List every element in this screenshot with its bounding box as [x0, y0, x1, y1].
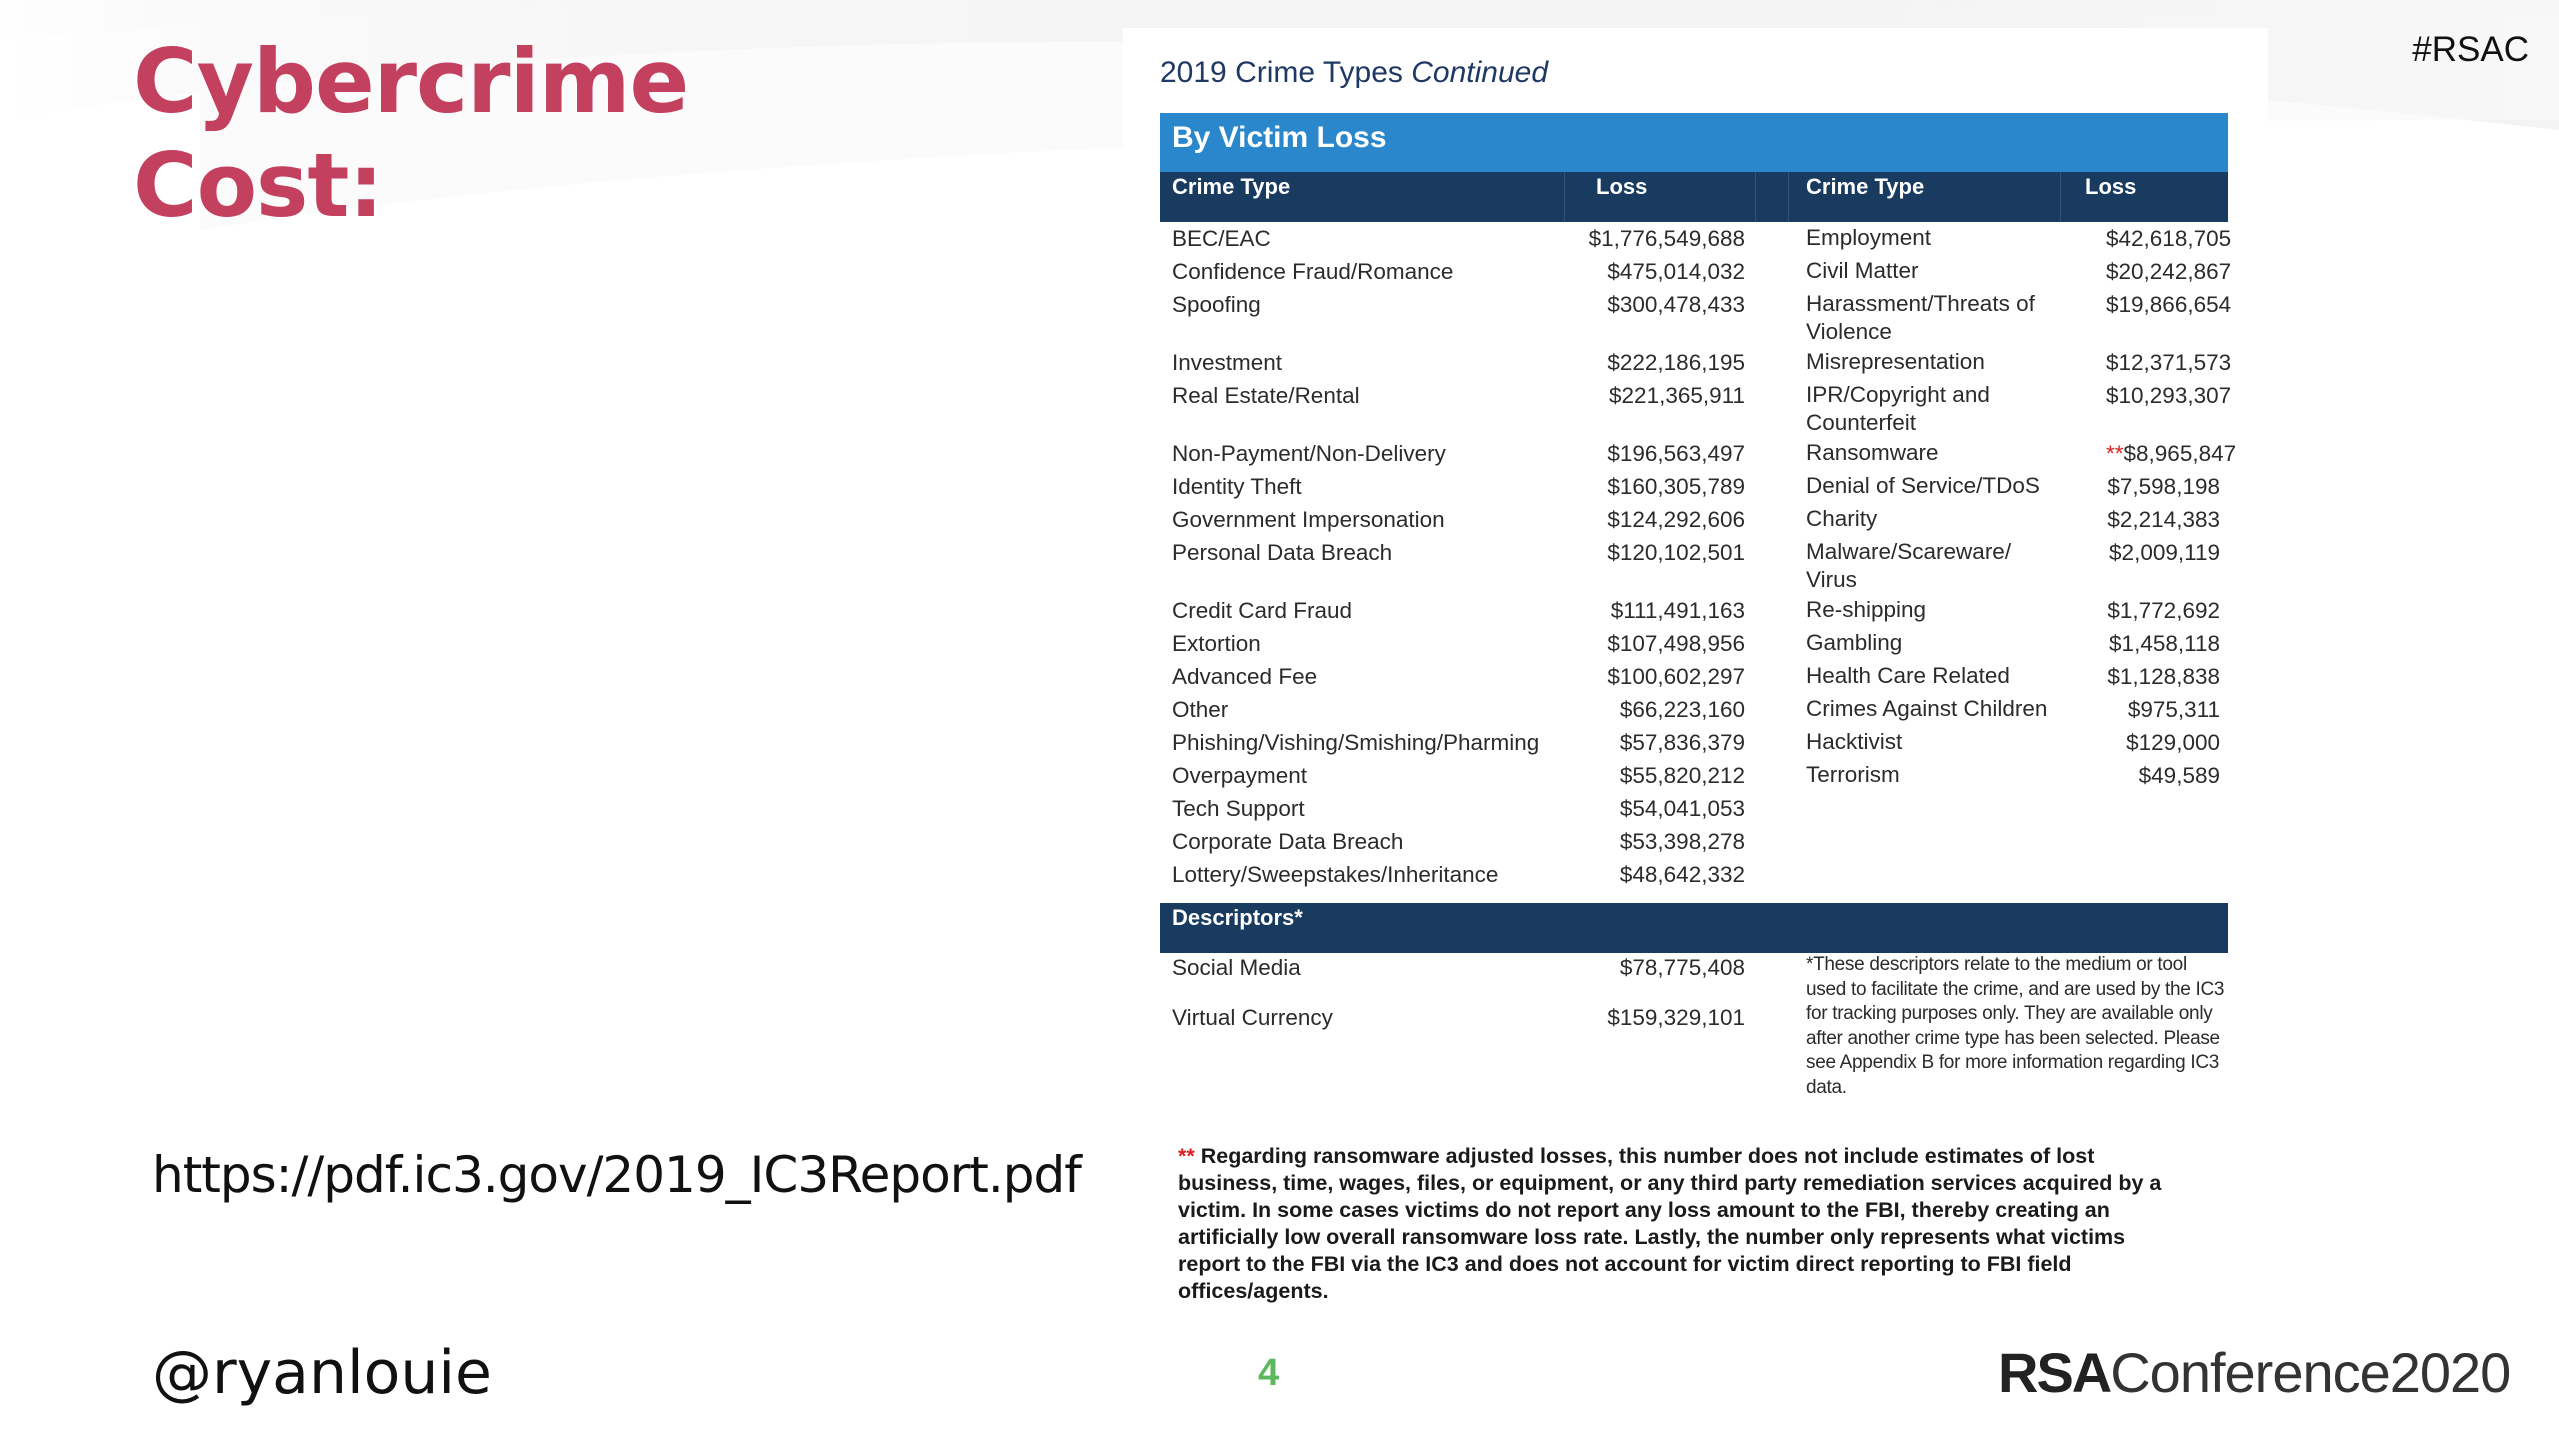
author-handle: @ryanlouie [152, 1338, 492, 1408]
loss-amount-cell [2106, 860, 2220, 891]
loss-amount: $57,836,379 [1619, 730, 1745, 755]
loss-amount-cell [2106, 538, 2220, 594]
table-header [1160, 172, 2228, 222]
crime-type: Denial of Service/TDoS [1806, 473, 2040, 498]
section-title: By Victim Loss [1172, 121, 1387, 154]
loss-amount: $7,598,198 [2107, 474, 2220, 499]
table-row [1172, 288, 2232, 346]
header-crime-type-1: Crime Type [1172, 174, 1291, 199]
table-row [1172, 660, 2222, 693]
crime-type [1806, 794, 2106, 825]
loss-amount-cell [2106, 505, 2220, 536]
table-row [1172, 726, 2222, 759]
descriptor-loss: $159,329,101 [1607, 1005, 1745, 1030]
crime-type: Employment [1806, 225, 1932, 250]
crime-type: Other [1172, 697, 1229, 722]
loss-amount: $111,491,163 [1610, 598, 1745, 623]
loss-amount-cell [2106, 381, 2232, 437]
crime-type: BEC/EAC [1172, 226, 1271, 251]
hashtag: #RSAC [2412, 30, 2529, 69]
crime-type: Crimes Against Children [1806, 696, 2048, 721]
loss-amount: $120,102,501 [1607, 540, 1745, 565]
crime-type: Confidence Fraud/Romance [1172, 259, 1454, 284]
title-line-1: Cybercrime [133, 30, 689, 133]
loss-amount: $8,965,847 [2123, 441, 2237, 466]
descriptor-row [1172, 1005, 1745, 1031]
crime-type: Harassment/Threats of Violence [1806, 291, 2035, 344]
loss-amount-cell [2106, 472, 2220, 503]
slide-title [133, 30, 688, 238]
loss-amount-cell [2106, 257, 2232, 288]
crime-type: Terrorism [1806, 762, 1900, 787]
table-row [1172, 437, 2237, 470]
logo-rsa: RSA [1998, 1341, 2111, 1404]
table-row [1172, 503, 2222, 536]
table-row [1172, 536, 2222, 594]
crime-type: Misrepresentation [1806, 349, 1985, 374]
crime-type: Malware/Scareware/ Virus [1806, 539, 2012, 592]
loss-amount: $2,214,383 [2107, 507, 2220, 532]
crime-type: Gambling [1806, 630, 1903, 655]
crime-type: Civil Matter [1806, 258, 1919, 283]
loss-amount-cell [2106, 439, 2237, 470]
table-row [1172, 255, 2232, 288]
loss-amount: $1,776,549,688 [1588, 226, 1745, 251]
header-divider [1788, 172, 1789, 222]
table-row [1172, 222, 2232, 255]
loss-amount: $475,014,032 [1607, 259, 1745, 284]
loss-amount: $1,772,692 [2107, 598, 2220, 623]
loss-amount: $53,398,278 [1619, 829, 1745, 854]
title-line-2: Cost: [133, 134, 383, 237]
table-row [1172, 792, 2222, 825]
section-band [1160, 113, 2228, 173]
crime-type: Hacktivist [1806, 729, 1903, 754]
table-row [1172, 693, 2222, 726]
loss-amount: $20,242,867 [2106, 259, 2232, 284]
loss-amount: $975,311 [2127, 697, 2220, 722]
loss-amount-cell [2106, 224, 2232, 255]
loss-amount-cell [2106, 596, 2220, 627]
crime-type: Real Estate/Rental [1172, 383, 1360, 408]
report-subtitle [1160, 56, 1548, 90]
header-loss-1: Loss [1596, 174, 1648, 199]
loss-amount-cell [2106, 794, 2220, 825]
descriptor-row [1172, 955, 1745, 981]
table-row [1172, 759, 2222, 792]
footnote-marker: ** [1178, 1144, 1195, 1168]
loss-amount: $221,365,911 [1609, 383, 1745, 408]
loss-amount: $1,458,118 [2109, 631, 2220, 656]
loss-amount-cell [2106, 290, 2232, 346]
loss-amount: $49,589 [2138, 763, 2220, 788]
crime-type: Extortion [1172, 631, 1261, 656]
ransomware-footnote [1178, 1143, 2178, 1305]
loss-amount-cell [2106, 827, 2220, 858]
crime-type [1806, 860, 2106, 891]
loss-amount: $54,041,053 [1619, 796, 1745, 821]
page-number: 4 [1258, 1352, 1280, 1394]
loss-amount: $160,305,789 [1607, 474, 1745, 499]
crime-type: Phishing/Vishing/Smishing/Pharming [1172, 730, 1540, 755]
loss-amount: $300,478,433 [1607, 292, 1745, 317]
loss-amount: $19,866,654 [2106, 292, 2232, 317]
footnote-text: Regarding ransomware adjusted losses, this number does not include estimates of lost business, time, wages, files, or equipment, or any third party remediation services acquired by a victim. In some cases victims do not report any loss amount to the FBI, thereby creating an artificially low overall ransomware loss rate. Lastly, the number only represents what victims report to the FBI via the IC3 and does not account for victim direct reporting to FBI field offices/agents. [1178, 1144, 2162, 1303]
subtitle-text: 2019 Crime Types [1160, 56, 1403, 89]
descriptor-type: Social Media [1172, 955, 1301, 980]
loss-amount: $42,618,705 [2106, 226, 2232, 251]
loss-amount-cell [2106, 695, 2220, 726]
table-row [1172, 470, 2222, 503]
loss-amount: $124,292,606 [1607, 507, 1745, 532]
crime-type: Lottery/Sweepstakes/Inheritance [1172, 862, 1499, 887]
crime-type: Personal Data Breach [1172, 540, 1393, 565]
table-row [1172, 346, 2232, 379]
victim-loss-table [1172, 222, 2237, 891]
footnote-marker: ** [2106, 441, 2124, 466]
loss-amount: $55,820,212 [1619, 763, 1745, 788]
logo-conference: Conference2020 [2110, 1341, 2511, 1404]
table-row [1172, 627, 2222, 660]
header-crime-type-2: Crime Type [1806, 174, 1925, 199]
descriptor-loss: $78,775,408 [1619, 955, 1745, 980]
crime-type: Non-Payment/Non-Delivery [1172, 441, 1446, 466]
crime-type: Tech Support [1172, 796, 1305, 821]
loss-amount-cell [2106, 662, 2220, 693]
crime-type: Investment [1172, 350, 1283, 375]
descriptor-type: Virtual Currency [1172, 1005, 1333, 1030]
table-row [1172, 594, 2222, 627]
crime-type: Spoofing [1172, 292, 1261, 317]
rsa-conference-logo [1998, 1340, 2510, 1405]
header-divider [1564, 172, 1565, 222]
crime-type: Identity Theft [1172, 474, 1302, 499]
crime-type: Government Impersonation [1172, 507, 1445, 532]
crime-type: Charity [1806, 506, 1878, 531]
crime-type: Advanced Fee [1172, 664, 1318, 689]
loss-amount: $107,498,956 [1607, 631, 1745, 656]
crime-type: Health Care Related [1806, 663, 2010, 688]
loss-amount: $2,009,119 [2109, 540, 2220, 565]
descriptors-header [1160, 903, 2228, 953]
loss-amount: $48,642,332 [1619, 862, 1745, 887]
subtitle-italic: Continued [1411, 56, 1549, 89]
crime-type: Overpayment [1172, 763, 1308, 788]
loss-amount: $66,223,160 [1619, 697, 1745, 722]
descriptors-note: *These descriptors relate to the medium or tool used to facilitate the crime, and are used by the IC3 for tracking purposes only. They are available only after another crime type has been selected. Please see Appendix B for more information regarding IC3 data. [1806, 954, 2225, 1098]
crime-type [1806, 827, 2106, 858]
loss-amount: $12,371,573 [2106, 350, 2232, 375]
table-row [1172, 379, 2232, 437]
loss-amount: $1,128,838 [2107, 664, 2220, 689]
descriptors-title: Descriptors* [1172, 905, 1303, 930]
loss-amount: $10,293,307 [2106, 383, 2232, 408]
loss-amount-cell [2106, 629, 2220, 660]
loss-amount: $129,000 [2126, 730, 2220, 755]
table-row [1172, 825, 2222, 858]
header-loss-2: Loss [2085, 174, 2137, 199]
loss-amount: $196,563,497 [1607, 441, 1745, 466]
crime-type: Corporate Data Breach [1172, 829, 1404, 854]
source-url: https://pdf.ic3.gov/2019_IC3Report.pdf [152, 1146, 1081, 1204]
crime-type: Credit Card Fraud [1172, 598, 1353, 623]
header-divider [1755, 172, 1756, 222]
loss-amount-cell [2106, 728, 2220, 759]
loss-amount-cell [2106, 348, 2232, 379]
table-row [1172, 858, 2222, 891]
crime-type: Ransomware [1806, 440, 1939, 465]
crime-type: Re-shipping [1806, 597, 1927, 622]
header-divider [2060, 172, 2061, 222]
loss-amount: $222,186,195 [1607, 350, 1745, 375]
loss-amount: $100,602,297 [1607, 664, 1745, 689]
crime-type: IPR/Copyright and Counterfeit [1806, 382, 1990, 435]
loss-amount-cell [2106, 761, 2220, 792]
